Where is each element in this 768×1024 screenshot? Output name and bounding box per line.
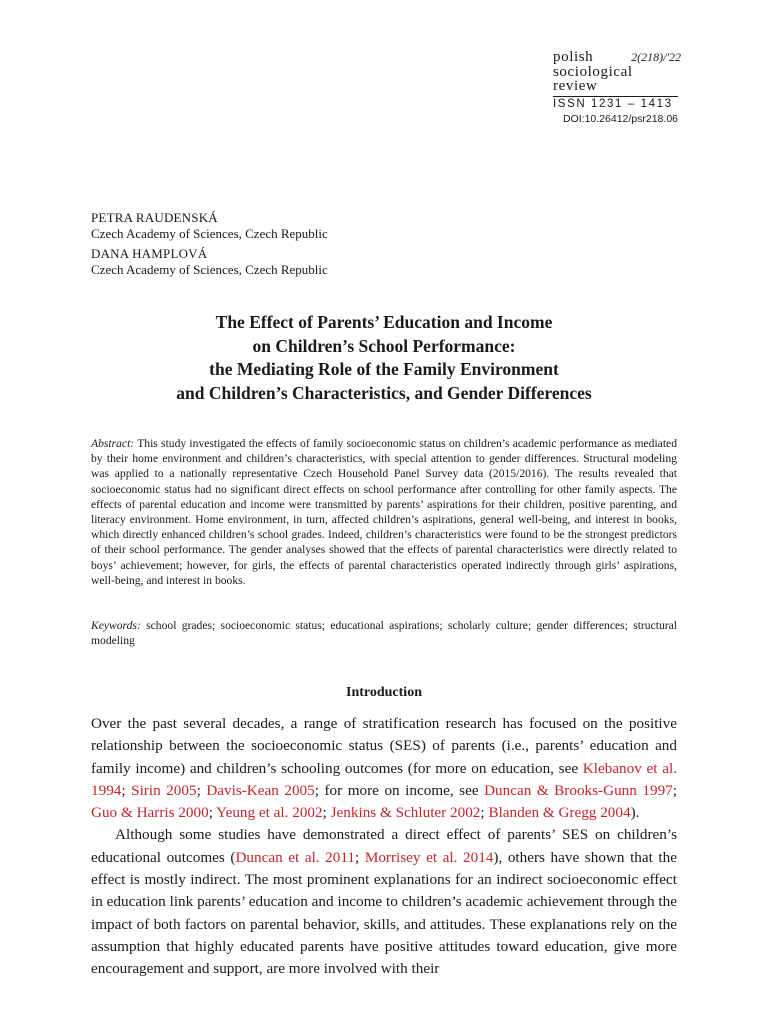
citation-link[interactable]: Jenkins & Schluter 2002 <box>330 804 481 822</box>
journal-masthead <box>553 50 681 125</box>
citation-link[interactable]: Davis-Kean 2005 <box>206 781 315 799</box>
citation-link[interactable]: Yeung et al. 2002 <box>216 804 323 822</box>
title-line: the Mediating Role of the Family Environment <box>209 359 559 379</box>
author-affiliation: Czech Academy of Sciences, Czech Republic <box>91 226 328 241</box>
journal-name-line2: sociological <box>553 64 633 80</box>
text-run: ; <box>355 848 365 866</box>
section-heading-introduction: Introduction <box>346 685 422 700</box>
journal-rule <box>553 96 678 97</box>
keywords-text: school grades; socioeconomic status; educational aspirations; scholarly culture; gender differences; structural modeling <box>91 619 677 648</box>
author-block <box>91 210 328 242</box>
text-run: ; <box>196 781 207 799</box>
journal-name-row <box>553 50 681 65</box>
journal-doi[interactable]: DOI:10.26412/psr218.06 <box>563 113 678 125</box>
author-name: PETRA RAUDENSKÁ <box>91 210 218 225</box>
abstract <box>91 436 677 588</box>
citation-link[interactable]: Morrisey et al. 2014 <box>364 848 494 866</box>
citation-link[interactable]: Klebanov et al. 1994 <box>91 759 677 799</box>
journal-issue: 2(218)/'22 <box>631 50 681 64</box>
text-run: ; <box>480 804 489 822</box>
citation-link[interactable]: Guo & Harris 2000 <box>91 804 209 822</box>
abstract-text: This study investigated the effects of family socioeconomic status on children’s academic performance as mediated by their home environment and children’s characteristics, with special attention to gender differences. Structural modeling was applied to a nationally representative Czech Household Panel Survey data (2015/2016). The results revealed that socioeconomic status had no significant direct effects on school performance after controlling for other family aspects. The effects of parental education and income were transmitted by parents’ aspirations for their children, positive parenting, and literacy environment. Home environment, in turn, affected children’s aspirations, general well-being, and interest in books, which directly enhanced children’s school grades. Indeed, children’s characteristics were found to be the strongest predictors of their school performance. The gender analyses showed that the effects of parental characteristics were directly related to boys’ achievement; however, for girls, the effects of parental characteristics operated indirectly through girls’ aspirations, well-being, and interest in books. <box>91 437 677 587</box>
text-run: ; <box>322 804 331 822</box>
paper-title <box>91 311 677 405</box>
text-run: ; <box>208 804 217 822</box>
title-line: The Effect of Parents’ Education and Income <box>215 312 553 332</box>
text-run: ). <box>630 804 640 822</box>
text-run: Over the past several decades, a range of stratification research has focused on the positive relationship between the socioeconomic status (SES) of parents (i.e., parents’ education and family income) and children’s schooling outcomes (for more on education, see <box>91 715 677 777</box>
keywords <box>91 618 677 648</box>
journal-name-line3: review <box>553 78 598 94</box>
text-run: ), others have shown that the effect is mostly indirect. The most prominent explanations for an indirect socioeconomic effect in education link parents’ education and income to children’s academic achievement through the impact of both factors on parental behavior, skills, and attitudes. These explanations rely on the assumption that highly educated parents have positive attitudes toward education, give more encouragement and support, are more involved with their <box>91 848 677 978</box>
journal-issn: ISSN 1231 – 1413 <box>553 98 673 110</box>
keywords-label: Keywords: <box>91 619 141 632</box>
text-run: ; for more on income, see <box>314 781 485 799</box>
author-name: DANA HAMPLOVÁ <box>91 246 208 261</box>
citation-link[interactable]: Duncan et al. 2011 <box>235 848 355 866</box>
text-run: ; <box>672 781 677 799</box>
title-line: on Children’s School Performance: <box>252 335 516 356</box>
citation-link[interactable]: Blanden & Gregg 2004 <box>488 804 631 822</box>
citation-link[interactable]: Duncan & Brooks-Gunn 1997 <box>484 781 673 799</box>
abstract-label: Abstract: <box>91 437 135 450</box>
author-block <box>91 246 328 278</box>
author-affiliation: Czech Academy of Sciences, Czech Republic <box>91 262 328 277</box>
title-line: and Children’s Characteristics, and Gender Differences <box>176 382 592 403</box>
journal-name-line1: polish <box>553 49 594 65</box>
paragraph-2 <box>91 824 677 980</box>
text-run: ; <box>121 781 132 799</box>
paragraph-1 <box>91 713 677 824</box>
author-list <box>91 210 328 282</box>
body-text <box>91 713 677 981</box>
text-run: Although some studies have demonstrated a direct effect of parents’ SES on children’s educational outcomes ( <box>91 826 677 866</box>
citation-link[interactable]: Sirin 2005 <box>131 781 197 799</box>
